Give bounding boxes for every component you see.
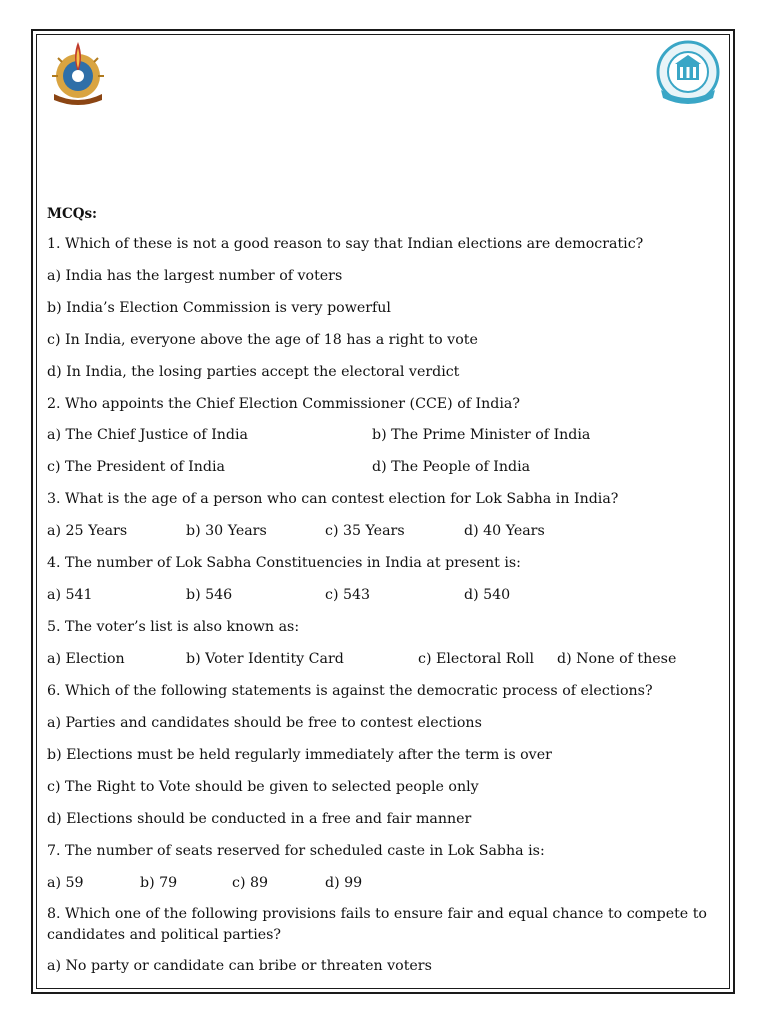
q2-option-a: a) The Chief Justice of India (47, 427, 249, 443)
q4-option-a: a) 541 (47, 587, 93, 603)
question-5: 5. The voter’s list is also known as: (47, 619, 300, 635)
q3-option-a: a) 25 Years (47, 523, 128, 539)
q7-option-b: b) 79 (140, 875, 178, 891)
q5-option-c: c) Electoral Roll (418, 651, 535, 667)
q3-option-b: b) 30 Years (186, 523, 267, 539)
cbse-seal-icon (655, 40, 721, 108)
q5-option-d: d) None of these (557, 651, 677, 667)
q5-option-a: a) Election (47, 651, 125, 667)
q6-option-d: d) Elections should be conducted in a free and fair manner (47, 811, 472, 827)
q4-option-c: c) 543 (325, 587, 371, 603)
q8-option-a: a) No party or candidate can bribe or threaten voters (47, 958, 432, 974)
question-1: 1. Which of these is not a good reason to say that Indian elections are democratic? (47, 236, 644, 252)
question-4: 4. The number of Lok Sabha Constituencies in India at present is: (47, 555, 521, 571)
q4-option-b: b) 546 (186, 587, 233, 603)
q1-option-b: b) India’s Election Commission is very powerful (47, 300, 391, 316)
section-heading: MCQs: (47, 206, 98, 222)
q7-option-d: d) 99 (325, 875, 363, 891)
q1-option-c: c) In India, everyone above the age of 18 has a right to vote (47, 332, 478, 348)
q6-option-c: c) The Right to Vote should be given to selected people only (47, 779, 479, 795)
q7-option-a: a) 59 (47, 875, 84, 891)
q4-option-d: d) 540 (464, 587, 511, 603)
question-6: 6. Which of the following statements is against the democratic process of elections? (47, 683, 653, 699)
emblem-logo-icon (44, 38, 112, 108)
question-2: 2. Who appoints the Chief Election Commissioner (CCE) of India? (47, 396, 520, 412)
q2-option-d: d) The People of India (372, 459, 531, 475)
q2-option-b: b) The Prime Minister of India (372, 427, 591, 443)
q7-option-c: c) 89 (232, 875, 269, 891)
q6-option-b: b) Elections must be held regularly immediately after the term is over (47, 747, 552, 763)
question-3: 3. What is the age of a person who can contest election for Lok Sabha in India? (47, 491, 619, 507)
q3-option-d: d) 40 Years (464, 523, 545, 539)
q5-option-b: b) Voter Identity Card (186, 651, 344, 667)
question-7: 7. The number of seats reserved for scheduled caste in Lok Sabha is: (47, 843, 545, 859)
q2-option-c: c) The President of India (47, 459, 225, 475)
q3-option-c: c) 35 Years (325, 523, 405, 539)
question-8: 8. Which one of the following provisions fails to ensure fair and equal chance to compete to candidates and political parties? (47, 906, 707, 943)
q1-option-a: a) India has the largest number of voters (47, 268, 343, 284)
q1-option-d: d) In India, the losing parties accept the electoral verdict (47, 364, 460, 380)
q6-option-a: a) Parties and candidates should be free to contest elections (47, 715, 482, 731)
